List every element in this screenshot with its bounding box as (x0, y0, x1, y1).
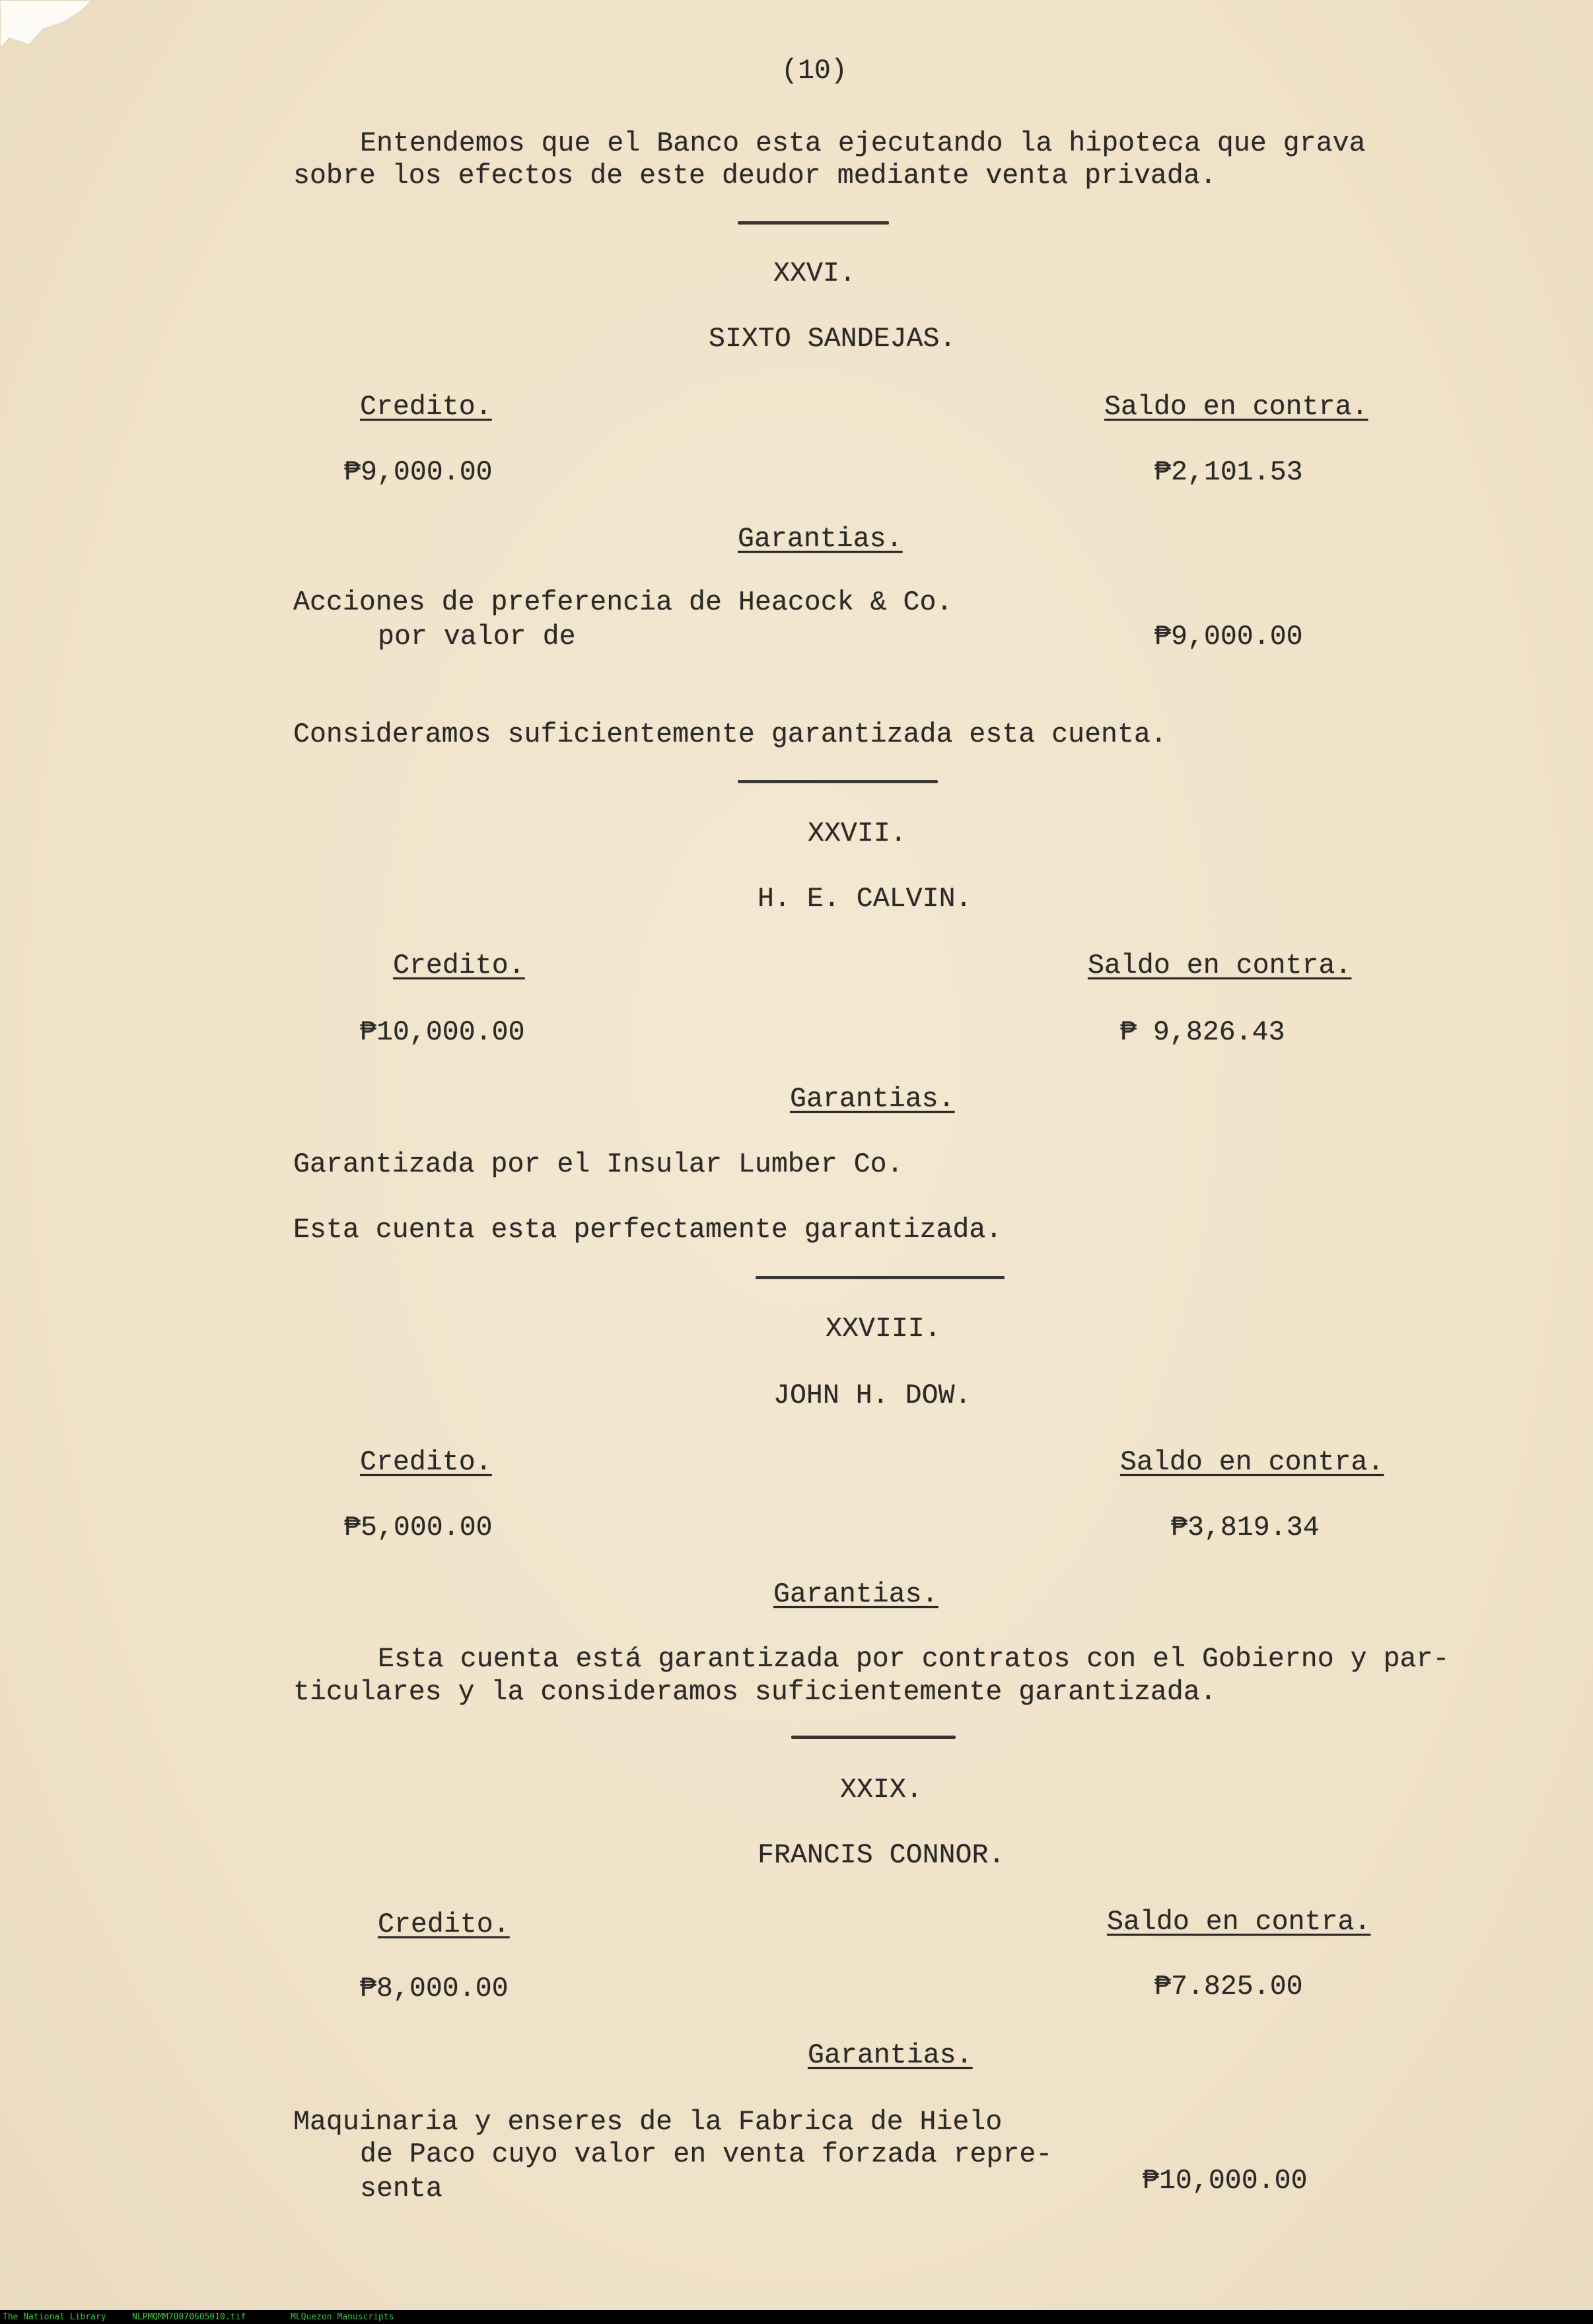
guarantee-text-line: de Paco cuyo valor en venta forzada repre- (360, 2139, 1053, 2170)
credit-label: Credito. (393, 950, 525, 981)
balance-amount: ₱7.825.00 (1154, 1971, 1303, 2002)
balance-label: Saldo en contra. (1120, 1447, 1384, 1478)
balance-label: Saldo en contra. (1107, 1907, 1371, 1938)
balance-amount: ₱2,101.53 (1154, 457, 1303, 488)
account-numeral: XXVI. (773, 258, 856, 289)
archive-footer-bar (0, 2310, 1593, 2324)
section-divider (738, 221, 889, 225)
guarantee-text-line: Esta cuenta está garantizada por contratos con el Gobierno y par- (378, 1644, 1450, 1675)
balance-label: Saldo en contra. (1104, 392, 1368, 423)
intro-line: Entendemos que el Banco esta ejecutando la hipoteca que grava (360, 128, 1366, 159)
guarantees-label: Garantias. (808, 2040, 973, 2071)
footer-collection: MLQuezon Manuscripts (291, 2312, 394, 2322)
account-numeral: XXIX. (840, 1775, 923, 1806)
balance-amount: ₱3,819.34 (1171, 1512, 1320, 1543)
guarantees-label: Garantias. (738, 524, 903, 555)
account-name: H. E. CALVIN. (758, 884, 972, 915)
credit-label: Credito. (360, 1447, 492, 1478)
credit-label: Credito. (360, 392, 492, 423)
credit-amount: ₱10,000.00 (360, 1017, 525, 1048)
guarantee-amount: ₱10,000.00 (1143, 2166, 1308, 2197)
conclusion-text: Esta cuenta esta perfectamente garantizada. (293, 1215, 1003, 1246)
guarantee-text-line: ticulares y la consideramos suficientemente garantizada. (293, 1677, 1217, 1708)
section-divider (791, 1736, 956, 1739)
credit-amount: ₱9,000.00 (344, 457, 493, 488)
credit-amount: ₱5,000.00 (344, 1512, 493, 1543)
guarantee-text-line: senta (360, 2173, 442, 2204)
section-divider (738, 780, 938, 783)
account-name: FRANCIS CONNOR. (758, 1840, 1005, 1871)
intro-line: sobre los efectos de este deudor mediante venta privada. (293, 160, 1217, 192)
account-name: JOHN H. DOW. (773, 1380, 972, 1411)
account-numeral: XXVIII. (826, 1314, 941, 1345)
guarantee-text-line: por valor de (378, 621, 576, 652)
guarantees-label: Garantias. (790, 1084, 955, 1115)
footer-library: The National Library (3, 2312, 106, 2322)
footer-filename: NLPMQMM70070605010.tif (132, 2312, 246, 2322)
page-number: (10) (781, 55, 847, 87)
guarantee-text-line: Garantizada por el Insular Lumber Co. (293, 1149, 903, 1180)
guarantee-text-line: Acciones de preferencia de Heacock & Co. (293, 587, 953, 618)
credit-label: Credito. (378, 1909, 510, 1940)
guarantee-text-line: Maquinaria y enseres de la Fabrica de Hielo (293, 2107, 1003, 2138)
account-name: SIXTO SANDEJAS. (709, 324, 956, 355)
conclusion-text: Consideramos suficientemente garantizada esta cuenta. (293, 719, 1167, 750)
torn-paper-corner (0, 0, 99, 53)
balance-amount: ₱ 9,826.43 (1120, 1017, 1285, 1048)
credit-amount: ₱8,000.00 (360, 1973, 509, 2004)
guarantee-amount: ₱9,000.00 (1154, 621, 1303, 652)
guarantees-label: Garantias. (773, 1579, 938, 1610)
section-divider (756, 1276, 1005, 1279)
balance-label: Saldo en contra. (1088, 950, 1352, 981)
account-numeral: XXVII. (808, 818, 907, 849)
